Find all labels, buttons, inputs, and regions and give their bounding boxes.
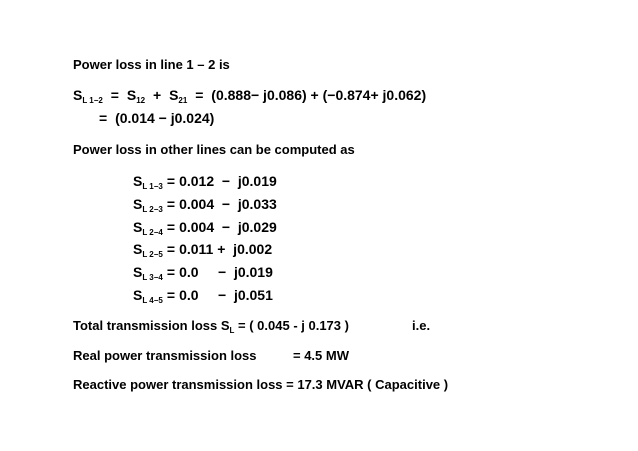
total-loss-line: [73, 318, 349, 334]
line-loss-row: [133, 264, 273, 283]
loss-subscript: L 2−5: [142, 250, 163, 260]
lhs-symbol: S: [73, 87, 83, 103]
loss-symbol: S: [133, 241, 143, 258]
equals-sign-2: =: [195, 87, 204, 103]
loss-value: 0.004 − j0.033: [179, 195, 277, 212]
equals-sign: =: [166, 287, 176, 303]
equals-sign: =: [166, 241, 176, 258]
equation-line-1-2-loss: [73, 87, 426, 103]
line-loss-row: [133, 241, 273, 260]
loss-value: 0.0 − j0.051: [179, 287, 273, 303]
loss-symbol: S: [133, 173, 143, 189]
equals-sign: =: [166, 173, 176, 189]
line-loss-row: [133, 173, 277, 189]
term2-symbol: S: [169, 87, 179, 103]
ie-label: i.e.: [412, 318, 431, 333]
line-loss-row: [133, 287, 273, 303]
equals-sign: =: [110, 87, 119, 103]
term2-subscript: 21: [178, 96, 188, 105]
real-loss-label: Real power transmission loss: [73, 348, 257, 363]
loss-subscript: L 2−3: [142, 204, 163, 214]
loss-value: 0.011 + j0.002: [179, 241, 273, 258]
heading-line-1-2: Power loss in line 1 – 2 is: [73, 57, 230, 72]
loss-symbol: S: [133, 264, 143, 281]
heading-other-lines: Power loss in other lines can be computed as: [73, 142, 355, 157]
loss-subscript: L 2−4: [142, 227, 163, 237]
plus-sign: +: [153, 87, 162, 103]
equals-sign: =: [166, 218, 176, 235]
loss-value: 0.0 − j0.019: [179, 264, 273, 281]
term1-subscript: 12: [136, 96, 146, 105]
loss-symbol: S: [133, 287, 143, 303]
equals-sign: =: [99, 110, 108, 126]
loss-symbol: S: [133, 218, 143, 235]
term1-symbol: S: [126, 87, 137, 103]
reactive-loss-line: Reactive power transmission loss = 17.3 MVAR ( Capacitive ): [73, 377, 449, 392]
equation-rhs: (0.888− j0.086) + (−0.874+ j0.062): [211, 87, 427, 103]
total-prefix: Total transmission loss S: [73, 318, 230, 333]
lhs-subscript: L 1−2: [82, 96, 103, 105]
loss-symbol: S: [133, 195, 143, 212]
equals-sign: =: [166, 264, 176, 281]
equals-sign: =: [166, 195, 176, 212]
total-subscript: L: [229, 326, 235, 335]
real-loss-value: = 4.5 MW: [293, 348, 349, 363]
loss-subscript: L 4−5: [142, 296, 163, 305]
equation-line-1-2-result: [99, 110, 214, 126]
total-value: = ( 0.045 - j 0.173 ): [234, 318, 349, 333]
loss-value: 0.012 − j0.019: [179, 173, 277, 189]
loss-subscript: L 1−3: [142, 182, 163, 191]
line-loss-row: [133, 219, 277, 235]
loss-subscript: L 3−4: [142, 273, 163, 283]
loss-value: 0.004 − j0.029: [179, 218, 277, 235]
line-loss-row: [133, 196, 277, 212]
equation-result: (0.014 − j0.024): [115, 110, 215, 126]
